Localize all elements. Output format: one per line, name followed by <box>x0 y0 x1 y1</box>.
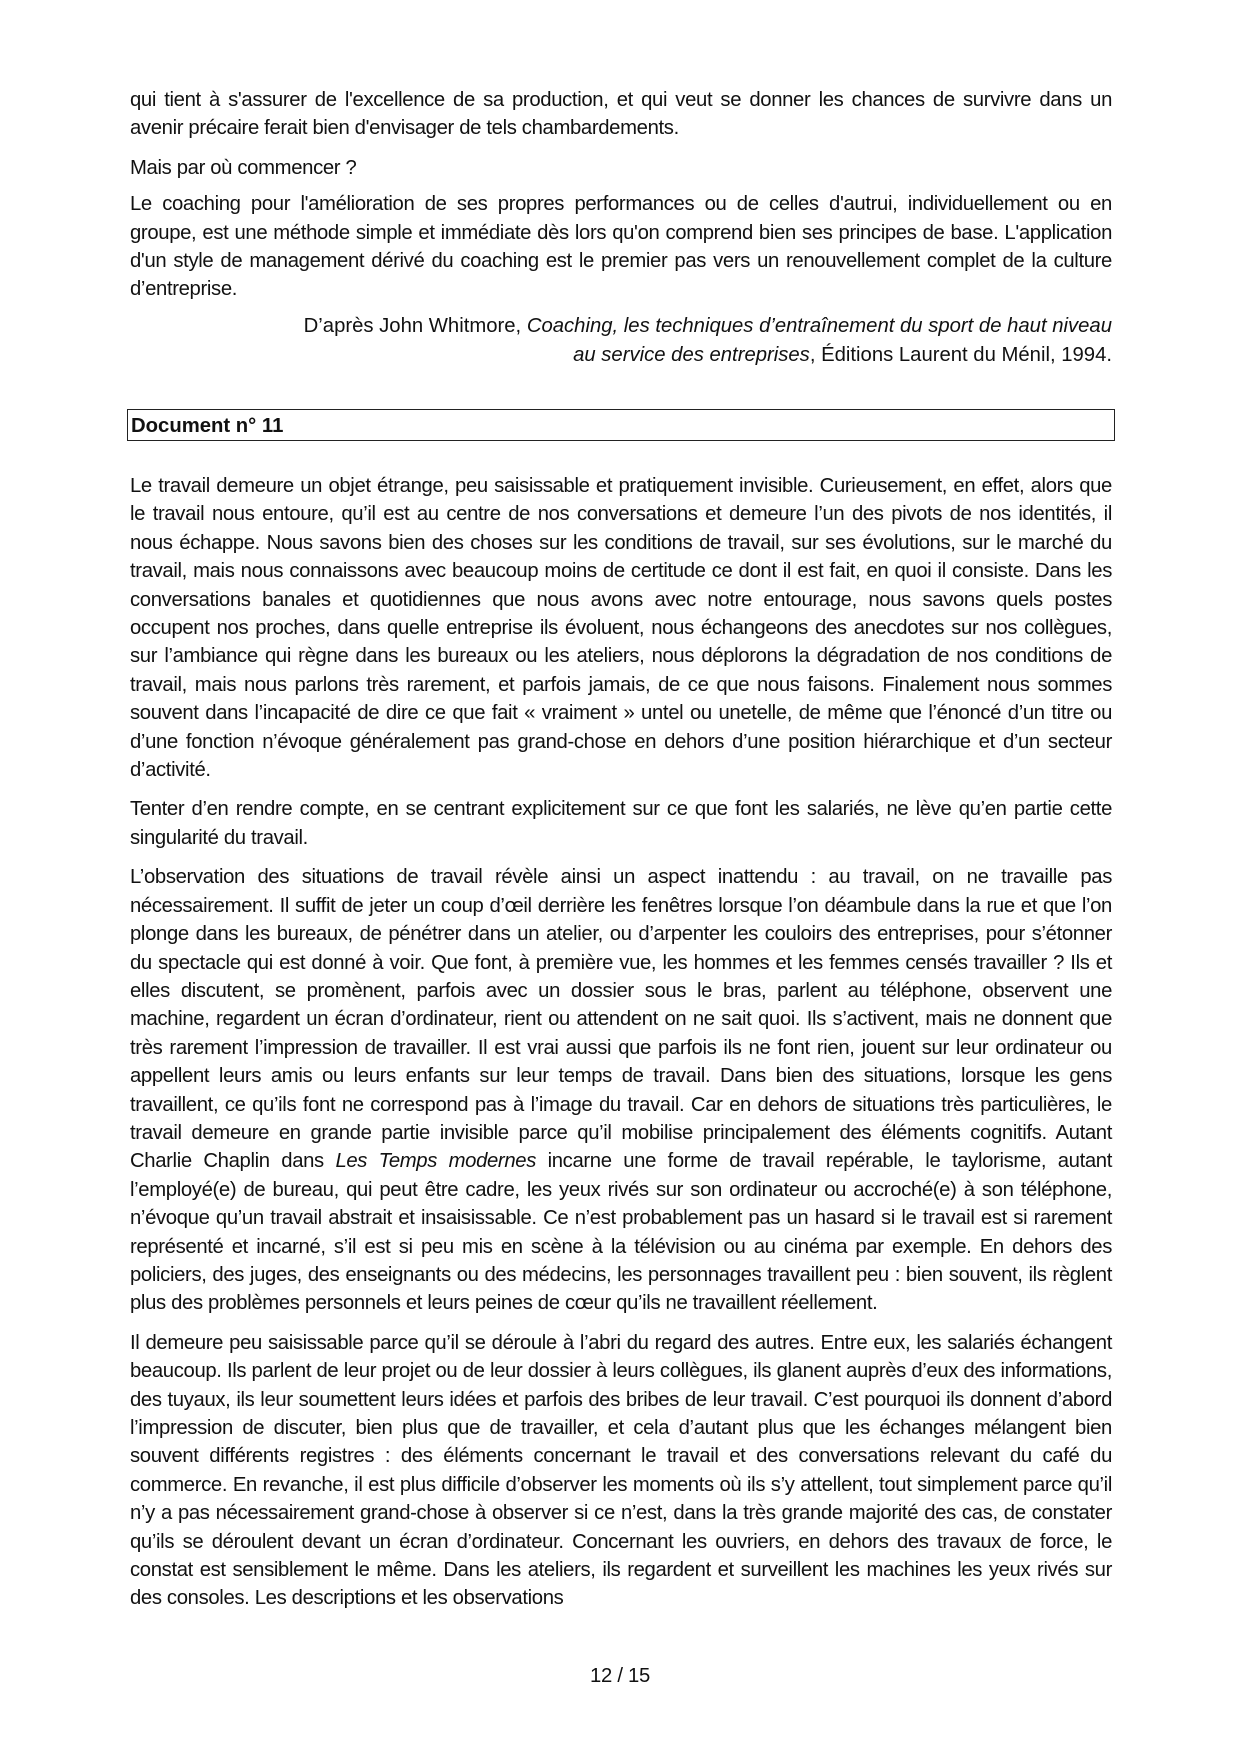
source-suffix: , Éditions Laurent du Ménil, 1994. <box>809 343 1112 366</box>
source-prefix: D’après John Whitmore, <box>303 314 527 337</box>
source-citation <box>130 312 1112 370</box>
intro-paragraph-2: Mais par où commencer ? <box>130 156 357 179</box>
document-heading-box <box>127 409 1115 441</box>
document-paragraph-1: Le travail demeure un objet étrange, peu saisissable et pratiquement invisible. Curieusement, en effet, alors que le travail nous entoure, qu’il est au centre de nos conversations et demeure l’un des pivots de nos identités, il nous échappe. Nous savons bien des choses sur les conditions de travail, sur ses évolutions, sur le marché du travail, mais nous connaissons avec beaucoup moins de certitude ce dont il est fait, en quoi il consiste. Dans les conversations banales et quotidiennes que nous avons avec notre entourage, nous savons quels postes occupent nos proches, dans quelle entreprise ils évoluent, nous échangeons des anecdotes sur nos collègues, sur l’ambiance qui règne dans les bureaux ou les ateliers, nous déplorons la dégradation de nos conditions de travail, mais nous parlons très rarement, et parfois jamais, de ce que nous faisons. Finalement nous sommes souvent dans l’incapacité de dire ce que fait « vraiment » untel ou unetelle, de même que l’énoncé d’un titre ou d’une fonction n’évoque généralement pas grand-chose en dehors d’une position hiérarchique et d’un secteur d’activité. <box>130 475 1112 782</box>
document-paragraph-2: Tenter d’en rendre compte, en se centrant explicitement sur ce que font les salariés, ne lève qu’en partie cette singularité du travail. <box>130 798 1112 849</box>
intro-section <box>130 86 1112 370</box>
source-title-line-2: au service des entreprises <box>573 343 810 366</box>
document-body <box>130 472 1112 1624</box>
source-title-line-1: Coaching, les techniques d’entraînement du sport de haut niveau <box>526 314 1112 337</box>
film-title: Les Temps modernes <box>335 1150 536 1173</box>
document-heading: Document n° 11 <box>131 415 284 437</box>
page-number: 12 / 15 <box>590 1665 650 1687</box>
intro-paragraph-3: Le coaching pour l'amélioration de ses propres performances ou de celles d'autrui, individuellement ou en groupe, est une méthode simple et immédiate dès lors qu'on comprend bien ses principes de base. L'application d'un style de management dérivé du coaching est le premier pas vers un renouvellement complet de la culture d’entreprise. <box>130 193 1112 301</box>
document-paragraph-4: Il demeure peu saisissable parce qu’il se déroule à l’abri du regard des autres. Entre eux, les salariés échangent beaucoup. Ils parlent de leur projet ou de leur dossier à leurs collègues, ils glanent auprès d’eux des informations, des tuyaux, ils leur soumettent leurs idées et parfois des bribes de leur travail. C’est pourquoi ils donnent d’abord l’impression de discuter, bien plus que de travailler, et cela d’autant plus que les échanges mélangent bien souvent différents registres : des éléments concernant le travail et des conversations relevant du café du commerce. En revanche, il est plus difficile d’observer les moments où ils s’y attellent, tout simplement parce qu’il n’y a pas nécessairement grand-chose à observer si ce n’est, dans la très grande majorité des cas, de constater qu’ils se déroulent devant un écran d’ordinateur. Concernant les ouvriers, en dehors des travaux de force, le constat est sensiblement le même. Dans les ateliers, ils regardent et surveillent les machines les yeux rivés sur des consoles. Les descriptions et les observations <box>130 1331 1112 1610</box>
document-paragraph-3-part-b: incarne une forme de travail repérable, le taylorisme, autant l’employé(e) de bureau, qui peut être cadre, les yeux rivés sur son ordinateur ou accroché(e) à son téléphone, n’évoque qu’un travail abstrait et insaisissable. Ce n’est probablement pas un hasard si le travail est si rarement représenté et incarné, s’il est si peu mis en scène à la télévision ou au cinéma par exemple. En dehors des policiers, des juges, des enseignants ou des médecins, les personnages travaillent peu : bien souvent, ils règlent plus des problèmes personnels et leurs peines de cœur qu’ils ne travaillent réellement. <box>130 1150 1113 1315</box>
intro-paragraph-1: qui tient à s'assurer de l'excellence de sa production, et qui veut se donner les chances de survivre dans un avenir précaire ferait bien d'envisager de tels chambardements. <box>130 89 1112 140</box>
source-line-1 <box>130 312 1112 341</box>
document-paragraph-3-part-a: L’observation des situations de travail révèle ainsi un aspect inattendu : au travail, on ne travaille pas nécessairement. Il suffit de jeter un coup d’œil derrière les fenêtres lorsque l’on déambule dans la rue et que l’on plonge dans les bureaux, de pénétrer dans un atelier, ou d’arpenter les couloirs des entreprises, pour s’étonner du spectacle qui est donné à voir. Que font, à première vue, les hommes et les femmes censés travailler ? Ils et elles discutent, se promènent, parfois avec un dossier sous le bras, parlent au téléphone, observent une machine, regardent un écran d’ordinateur, rient ou attendent on ne sait quoi. Ils s’activent, mais ne donnent que très rarement l’impression de travailler. Il est vrai aussi que parfois ils ne font rien, jouent sur leur ordinateur ou appellent leurs amis ou leurs enfants sur leur temps de travail. Dans bien des situations, lorsque les gens travaillent, ce qu’ils font ne correspond pas à l’image du travail. Car en dehors de situations très particulières, le travail demeure en grande partie invisible parce qu’il mobilise principalement des éléments cognitifs. Autant Charlie Chaplin dans <box>130 866 1112 1173</box>
document-paragraph-3 <box>130 863 1112 1318</box>
source-line-2 <box>130 341 1112 370</box>
